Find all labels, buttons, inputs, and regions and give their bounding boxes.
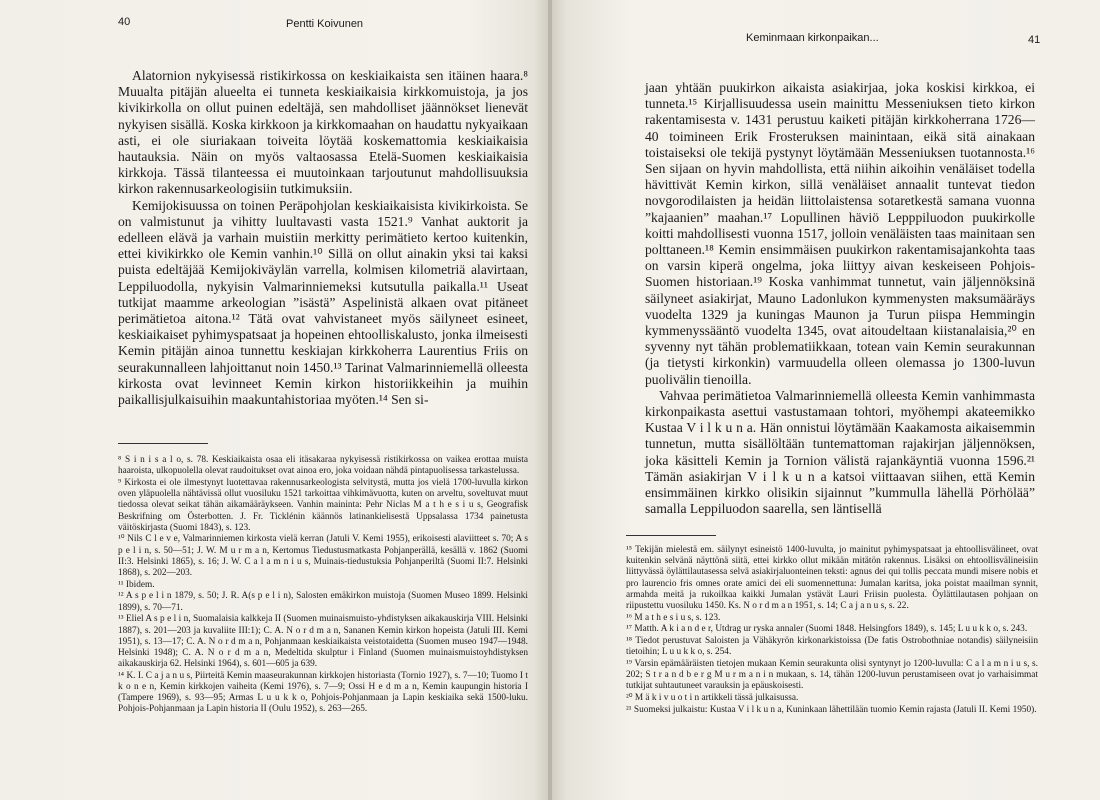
running-head-right: Keminmaan kirkonpaikan... [746, 32, 879, 44]
footnote-rule-right [626, 535, 716, 536]
footnotes-right [626, 545, 1038, 717]
book-gutter [548, 0, 552, 800]
footnote: ¹⁹ Varsin epämääräisten tietojen mukaan Kemin seurakunta olisi syntynyt jo 1200-luvulla: C a l a m n i u s, s. 202; S t r a n d b e r g M u r m a n i n mukaan, s. 14, tähän 1200-luvun perustamiseen ovat jo varhaisimmat tutkijat suhtautuneet varauksin ja epäuskoisesti. [626, 659, 1038, 692]
running-head-left: Pentti Koivunen [286, 18, 364, 30]
footnote: ²⁰ M ä k i v u o t i n artikkeli tässä julkaisussa. [626, 693, 799, 704]
body-text-left [118, 68, 528, 408]
footnote: ¹¹ Ibidem. [118, 579, 155, 590]
footnote-rule-left [118, 443, 208, 444]
footnote: ²¹ Suomeksi julkaistu: Kustaa V i l k u n a, Kuninkaan lähettilään tuomio Kemin rajasta (Jatuli II. Kemi 1950). [626, 704, 1037, 715]
page-number-right: 41 [1028, 34, 1041, 46]
footnote: ⁹ Kirkosta ei ole ilmestynyt luotettavaa rakennusarkeologista selvitystä, mutta jos vielä 1700-luvulla kirkon oven yläpuolella nähtävissä ollut vuosiluku 1521 tarkoittaa vihkimävuotta, kuten on arveltu, soveltuvat muut tiedossa olevat seikat tähän aikamääräykseen. Vanhin maininta: Pehr Niclas M a t h e s i u s, Geografisk Beskrifning om Österbotten. J. Fr. Ticklénin käännös latinankielisestä Uppsalassa 1734 painetusta väitöskirjasta (Suomi 1843), s. 123. [118, 477, 528, 533]
right-page [550, 0, 1100, 800]
footnote: ¹² A s p e l i n 1879, s. 50; J. R. A(s p e l i n), Salosten emäkirkon muistoja (Suomen Museo 1899. Helsinki 1899), s. 70—71. [118, 591, 528, 613]
footnote: ¹³ Eliel A s p e l i n, Suomalaisia kalkkeja II (Suomen muinaismuisto-yhdistyksen aikakauskirja VIII. Helsinki 1887), s. 201—203 ja kuvaliite III:1); C. A. N o r d m a n, Sananen Kemin kirkon hopeista (Jatuli III. Kemi 1951), s. 13—17; C. A. N o r d m a n, Pohjanmaan keskiaikaista veistotaidetta (Suomen museo 1947—1948. Helsinki 1948); C. A. N o r d m a n, Medeltida skulptur i Finland (Suomen muinaismuistoyhdistyksen aikakauskirja 62. Helsinki 1964), s. 601—605 ja 639. [118, 614, 528, 670]
footnote: ¹⁵ Tekijän mielestä em. säilynyt esineistö 1400-luvulta, jo mainitut pyhimyspatsaat ja ehtoollisvälineet, ovat kuitenkin selvänä näyttönä siitä, ettei kirkko ollut mikään mitätön rakennus. Lisäksi on ehtoollisvälineisiin liittyvässä öylättilautasessa selvä asiakirjaluonteinen teksti: agnus dei qui tollis peccata mundi misere nobis et pro laurencio fris omnes orate amici dei eli suomennettuna: Jumalan karitsa, joka poistat maailman synnit, armahda meitä ja rukoilkaa kaikki Jumalan ystävät Lauri Friisin puolesta. Öylättilautasen pohjaan on riipustettu vuosiluku 1450. Ks. N o r d m a n 1951, s. 14; C a j a n u s, s. 22. [626, 545, 1038, 612]
paragraph: Kemijokisuussa on toinen Peräpohjolan keskiaikaisista kivikirkoista. Se on valmistunut ja vihitty luultavasti vasta 1521.⁹ Vanhat auktorit ja edelleen elävä ja varhain muistiin merkitty perimätieto kertoo kuitenkin, ettei kivikirkko ole Kemin vanhin.¹⁰ Sillä on ollut ainakin yksi tai kaksi puista edeltäjää Kemijokiväylän varrella, kolmisen kilometriä alavirtaan, Leppiluodolla, nykyisin Valmarinniemeksi kutsutulla paikalla.¹¹ Useat tutkijat maamme arkeologian ”isästä” Aspelinistä alkaen ovat pitäneet perimätietoa aitona.¹² Tätä ovat vahvistaneet myös säilyneet esineet, keskiaikaiset pyhimyspatsaat ja hopeinen ehtoolliskalusto, jonka ilmeisesti Kemin pitäjän ainoa tunnettu keskiajan kirkkoherra Laurentius Friis on seurakunnalleen lahjoittanut noin 1450.¹³ Tarinat Valmarinniemellä olleesta kirkosta ovat levinneet Kemin kirkon historiikkeihin ja muihin paikallisjulkaisuihin maakuntahistoriaa myöten.¹⁴ Sen si- [118, 197, 528, 408]
footnotes-left [118, 455, 528, 716]
body-text-right [645, 80, 1035, 517]
page-number-left: 40 [118, 16, 131, 28]
footnote: ¹⁷ Matth. A k i a n d e r, Utdrag ur ryska annaler (Suomi 1848. Helsingfors 1849), s. 145; L u u k k o, s. 243. [626, 624, 1028, 635]
footnote: ¹⁶ M a t h e s i u s, s. 123. [626, 612, 721, 623]
footnote: ¹⁴ K. I. C a j a n u s, Piirteitä Kemin maaseurakunnan kirkkojen historiasta (Tornio 1927), s. 7—10; Tuomo I t k o n e n, Kemin kirkkojen vaiheita (Kemi 1976), s. 7—9; Ossi H e d m a n, Kemin kaupungin historia I (Tampere 1969), s. 93—95; Armas L u u k k o, Pohjois-Pohjanmaan ja Lapin keskiaika sekä 1500-luku. Pohjois-Pohjanmaan ja Lapin historia II (Oulu 1952), s. 263—265. [118, 670, 528, 715]
paragraph: Alatornion nykyisessä ristikirkossa on keskiaikaista sen itäinen haara.⁸ Muualta pitäjän alueelta ei tunneta keskiaikaisia kirkkomuistoja, ja jos kivikirkolla on ollut puinen edeltäjä, sen mahdolliset jäännökset lienevät nykyisen sisällä. Koska kirkkoon ja kirkkomaahan on haudattu nykyaikaan asti, ei ole siuriakaan toiveita löytää koskemattomia keskiaikaisia hautauksia. Näin on myös valtaosassa Etelä-Suomen keskiaikaisia kirkkoja. Tässä tilanteessa ei muutoinkaan tarjoutunut mahdollisuuksia kirkon rakennusarkeologisiin tutkimuksiin. [118, 68, 528, 197]
paragraph: jaan yhtään puukirkon aikaista asiakirjaa, joka koskisi kirkkoa, ei tunneta.¹⁵ Kirjallisuudessa usein mainittu Messeniuksen tieto kirkon rakentamisesta v. 1431 perustuu kaiketi pitäjän kirkkoherrana 1726—40 toimineen Erik Frosteruksen mainintaan, eikä sitä ainakaan toistaiseksi ole tekijä pystynyt löytämään Messeniuksen tuotannosta.¹⁶ Sen sijaan on hyvin mahdollista, että niihin aikoihin venäläiset todella hävittivät Kemin kirkon, sillä venäläiset annaalit tuntevat tiedon novgorodilaisten ja heidän liittolaistensa sotaretkestä samana vuonna ”kajaanien” maahan.¹⁷ Lopullinen häviö Lepppiluodon puukirkolle koitti mahdollisesti vuonna 1517, jolloin venäläisten taas mainitaan sen polttaneen.¹⁸ Kemin ensimmäisen puukirkon rakentamisajankohta taas on varsin kiperä ongelma, joka liittyy aivan keskeiseen Pohjois-Suomen historiaan.¹⁹ Koska vanhimmat tunnetut, vain jäljennöksinä säilyneet asiakirjat, Mauno Ladonlukon kymmenysten maksumääräys vuodelta 1329 ja kuningas Maunon ja Turun piispa Hemmingin kymmenyssääntö vuodelta 1345, ovat aitoudeltaan kiistanalaisia,²⁰ en syvenny nyt tähän problematiikkaan, totean vain Kemin seurakunnan (ja tietysti kirkonkin) varmuudella olleen olemassa jo 1300-luvun puolivälin tienoilla. [645, 80, 1035, 387]
paragraph: Vahvaa perimätietoa Valmarinniemellä olleesta Kemin vanhimmasta kirkonpaikasta asettui vastustamaan tohtori, myöhempi akateemikko Kustaa V i l k u n a. Hän onnistui löytämään Kaakamosta aikaisemmin tunnetun, mutta sisällöltään tuntemattoman rajakirjan jäljennöksen, joka käsitteli Kemin ja Tornion välistä rajankäyntiä vuonna 1596.²¹ Tämän asiakirjan V i l k u n a katsoi viittaavan siihen, että Kemin ensimmäinen kirkko olisikin sijainnut ”kummulla lähellä Pörhölää” samalla Leppiluodon saarella, sen läntisellä [645, 387, 1035, 517]
footnote: ¹⁸ Tiedot perustuvat Saloisten ja Vähäkyrön kirkonarkistoissa (De fatis Ostrobothniae notandis) säilyneisiin tietoihin; L u u k k o, s. 254. [626, 636, 1038, 658]
footnote: ⁸ S i n i s a l o, s. 78. Keskiaikaista osaa eli itäsakaraa nykyisessä ristikirkossa on vaikea erottaa muista haaroista, ulkopuolella olevat raudoitukset ovat ainoa ero, joka voidaan nähdä pintapuolisessa tarkastelussa. [118, 455, 528, 477]
footnote: ¹⁰ Nils C l e v e, Valmarinniemen kirkosta vielä kerran (Jatuli V. Kemi 1955), erikoisesti alaviitteet s. 70; A s p e l i n, s. 50—51; J. W. M u r m a n, Kertomus Tiedustusmatkasta Pohjanperällä, kesällä v. 1862 (Suomi II:3. Helsinki 1865), s. 16; J. W. C a l a m n i u s, Muinais-tiedustuksia Pohjanperiltä (Suomi II:7. Helsinki 1868), s. 202—203. [118, 534, 528, 579]
